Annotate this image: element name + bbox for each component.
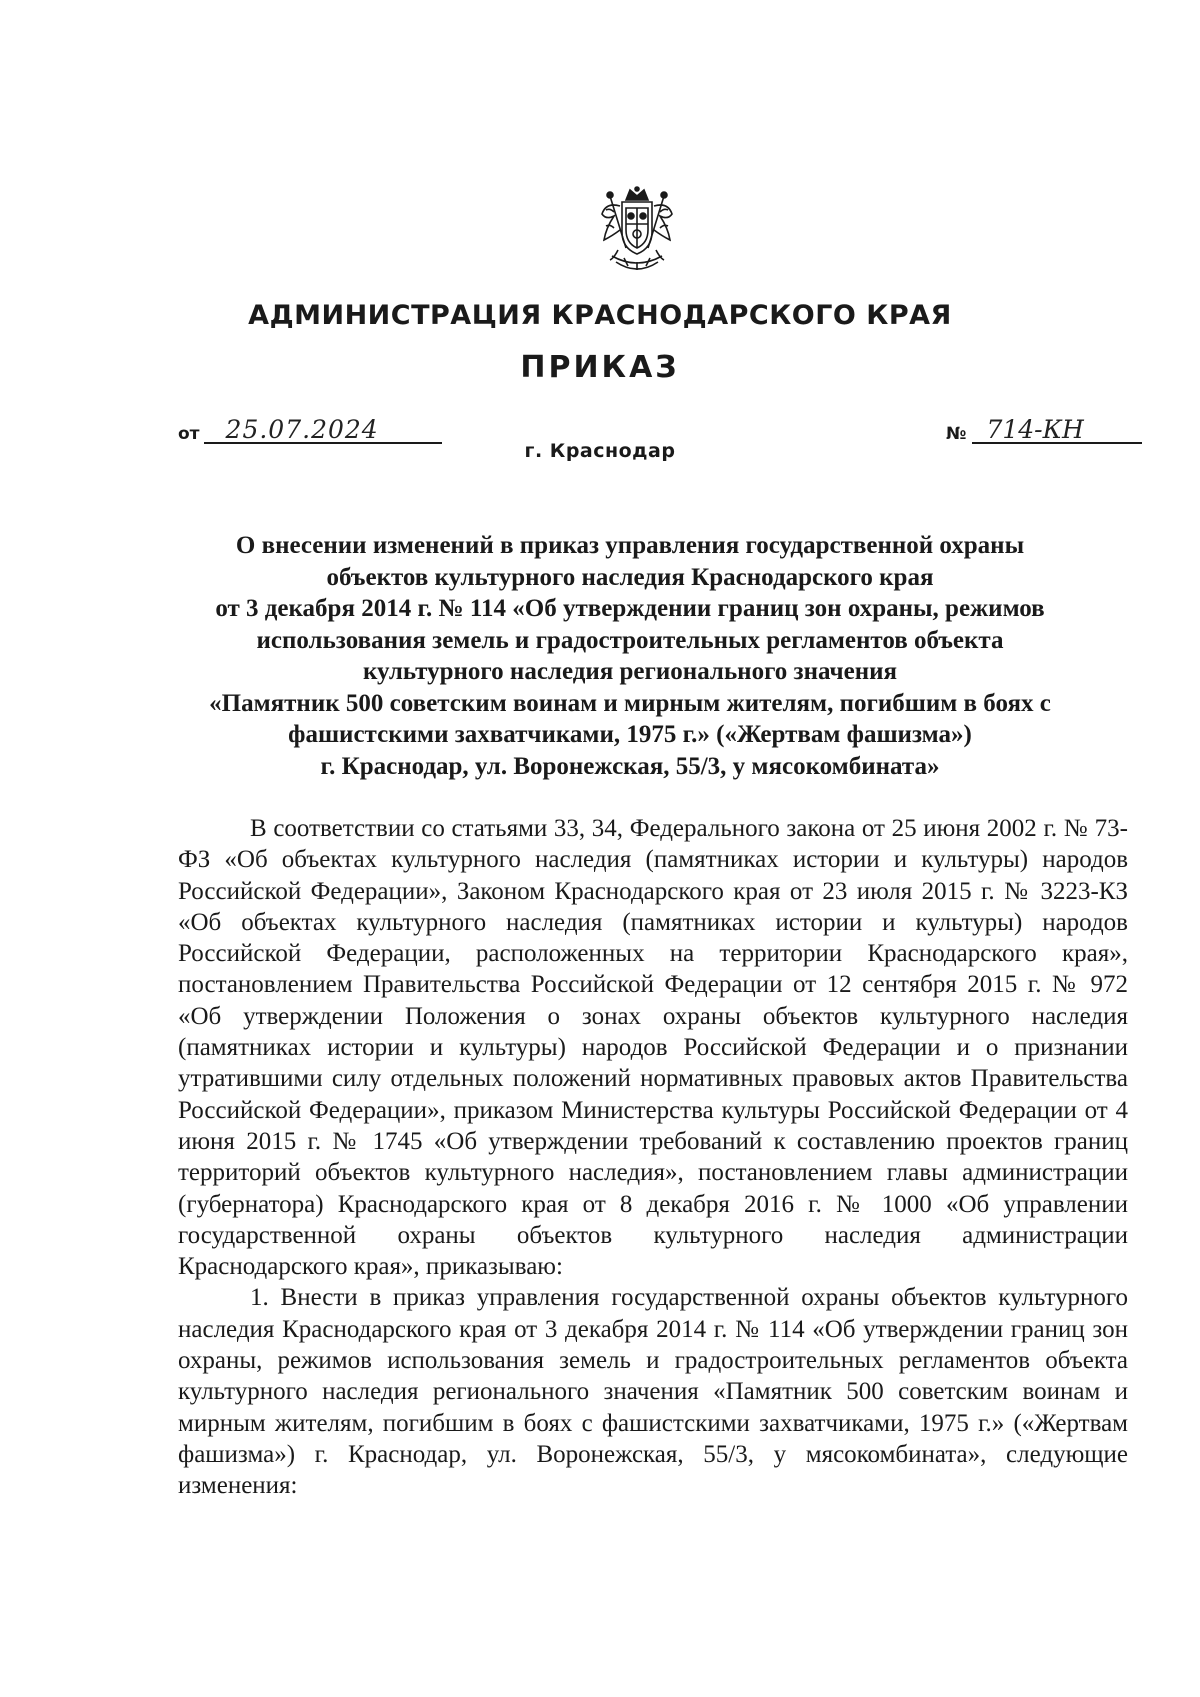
- heading-line: использования земель и градостроительных регламентов объекта: [256, 626, 1004, 654]
- heading-line: фашистскими захватчиками, 1975 г.» («Жертвам фашизма»): [288, 721, 972, 748]
- heading-line: объектов культурного наследия Краснодарского края: [326, 563, 934, 591]
- document-type: ПРИКАЗ: [520, 350, 680, 385]
- heading-line: от 3 декабря 2014 г. № 114 «Об утверждении границ зон охраны, режимов: [215, 595, 1045, 622]
- date-prefix: от: [178, 424, 200, 444]
- heading-line: г. Краснодар, ул. Воронежская, 55/3, у мясокомбината»: [320, 752, 940, 780]
- date-handwritten: 25.07.2024: [204, 418, 442, 444]
- krasnodar-krai-coat-of-arms-icon: [596, 186, 678, 280]
- heading-line: культурного наследия регионального значения: [362, 658, 898, 685]
- document-city: г. Краснодар: [524, 440, 676, 462]
- document-body: [178, 813, 1128, 1502]
- heading-line: О внесении изменений в приказ управления государственной охраны: [235, 532, 1025, 559]
- number-handwritten: 714-КН: [972, 418, 1142, 444]
- number-prefix: №: [946, 424, 967, 444]
- organization-title: АДМИНИСТРАЦИЯ КРАСНОДАРСКОГО КРАЯ: [248, 300, 952, 331]
- preamble-paragraph: В соответствии со статьями 33, 34, Федерального закона от 25 июня 2002 г. № 73-ФЗ «Об объектах культурного наследия (памятниках истории и культуры) народов Российской Федерации», Законом Краснодарского края от 23 июля 2015 г. № 3223-КЗ «Об объектах культурного наследия (памятниках истории и культуры) народов Российской Федерации, расположенных на территории Краснодарского края», постановлением Правительства Российской Федерации от 12 сентября 2015 г. № 972 «Об утверждении Положения о зонах охраны объектов культурного наследия (памятниках истории и культуры) народов Российской Федерации и о признании утратившими силу отдельных положений нормативных правовых актов Правительства Российской Федерации», приказом Министерства культуры Российской Федерации от 4 июня 2015 г. № 1745 «Об утверждении требований к составлению проектов границ территорий объектов культурного наследия», постановлением главы администрации (губернатора) Краснодарского края от 8 декабря 2016 г. № 1000 «Об управлении государственной охраны объектов культурного наследия администрации Краснодарского края», приказываю:: [178, 815, 1128, 1281]
- document-heading: [170, 530, 1090, 782]
- item-1-paragraph: 1. Внести в приказ управления государственной охраны объектов культурного наследия Краснодарского края от 3 декабря 2014 г. № 114 «Об утверждении границ зон охраны, режимов использования земель и градостроительных регламентов объекта культурного наследия регионального значения «Памятник 500 советским воинам и мирным жителям, погибшим в боях с фашистскими захватчиками, 1975 г.» («Жертвам фашизма») г. Краснодар, ул. Воронежская, 55/3, у мясокомбината», следующие изменения:: [178, 1284, 1128, 1500]
- heading-line: «Памятник 500 советским воинам и мирным жителям, погибшим в боях с: [209, 689, 1051, 717]
